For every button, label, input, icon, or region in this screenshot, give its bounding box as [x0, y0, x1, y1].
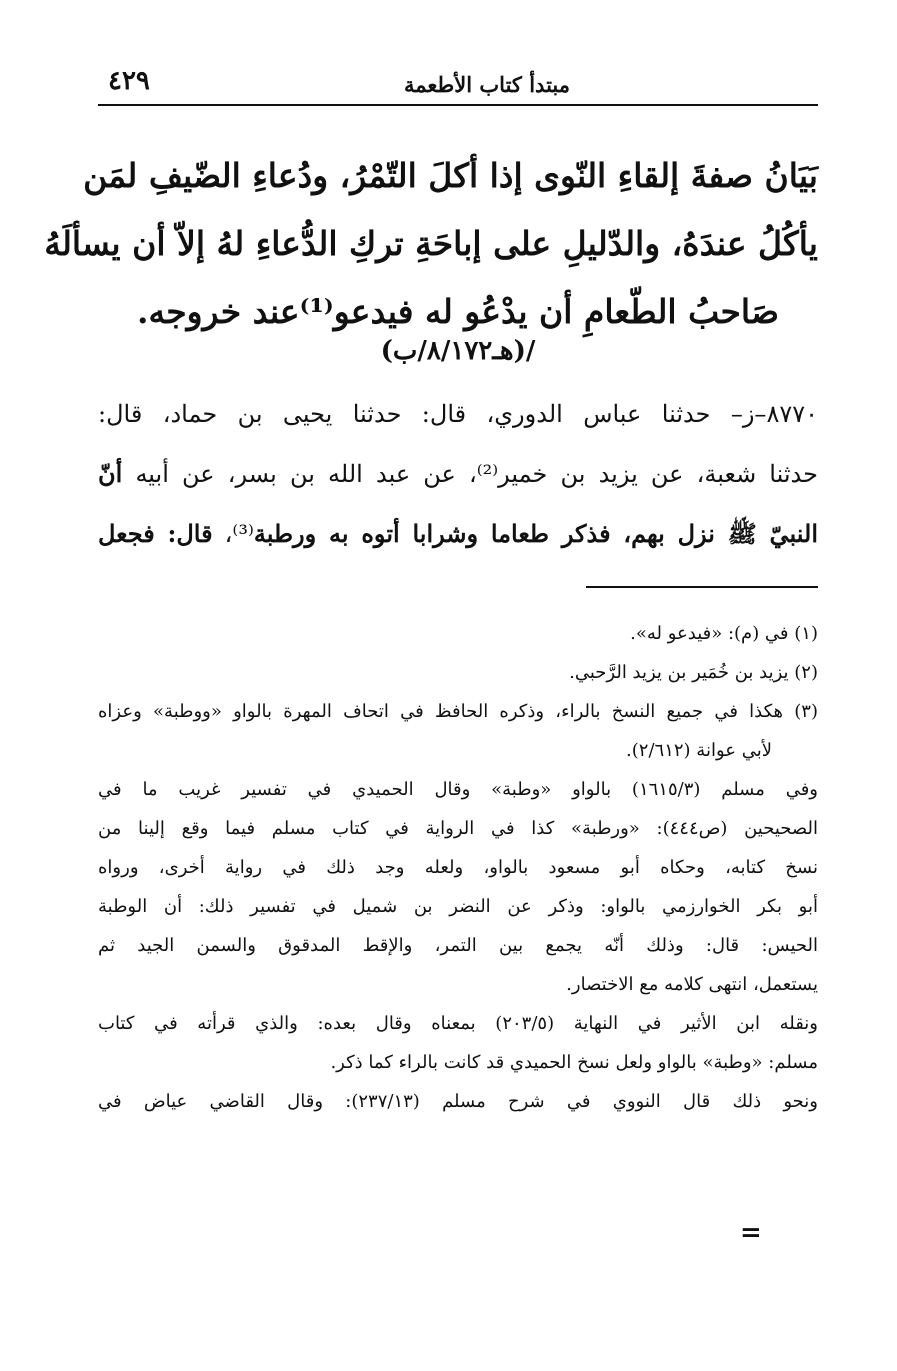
hadith-text — [98, 384, 818, 564]
page-header — [98, 68, 818, 106]
running-title: مبتدأ كتاب الأطعمة — [404, 72, 570, 97]
footnote-3-line-7: الحيس: قال: وذلك أنّه يجمع بين التمر، والإقط المدقوق والسمن الجيد ثم — [98, 935, 818, 956]
footnote-3-line-3: وفي مسلم (١٦١٥/٣) بالواو «وطبة» وقال الحميدي في تفسير غريب ما في — [98, 779, 819, 800]
footnote-3-line-2: لأبي عوانة (٢/٦١٢). — [626, 740, 772, 761]
page-number: ٤٢٩ — [108, 66, 150, 96]
footnote-3-line-11: ونحو ذلك قال النووي في شرح مسلم (٢٣٧/١٣): وقال القاضي عياض في — [98, 1091, 818, 1112]
heading-line-3: صَاحبُ الطّعامِ أن يدْعُو له فيدعو⁽¹⁾عند خروجه. — [137, 292, 779, 331]
heading-line-1: بَيَانُ صفةَ إلقاءِ النّوى إذا أكلَ التّمْرُ، ودُعاءِ الضّيفِ لمَن — [83, 156, 818, 195]
heading-line-2: يأكُلُ عندَهُ، والدّليلِ على إباحَةِ تركِ الدُّعاءِ لهُ إلاّ أن يسألَهُ — [44, 224, 818, 263]
hadith-line-3-bold-a: النبيّ ﷺ نزل بهم، فذكر طعاما وشرابا أتوه به ورطبة — [253, 519, 818, 548]
footnote-3-line-8: يستعمل، انتهى كلامه مع الاختصار. — [566, 974, 818, 995]
footnote-3-line-4: الصحيحين (ص٤٤٤): «ورطبة» كذا في الرواية في كتاب مسلم فيما وقع إلينا من — [98, 818, 819, 839]
footnote-3-line-6: أبو بكر الخوارزمي بالواو: وذكر عن النضر بن شميل في تفسير ذلك: أن الوطبة — [98, 896, 818, 917]
hadith-line-2-bold: أنّ — [98, 459, 123, 488]
footnote-ref-3: ⁽³⁾، — [212, 520, 254, 548]
hadith-line-1: ٨٧٧٠–ز– حدثنا عباس الدوري، قال: حدثنا يحيى بن حماد، قال: — [98, 400, 818, 428]
footnote-3-line-10: مسلم: «وطبة» بالواو ولعل نسخ الحميدي قد كانت بالراء كما ذكر. — [330, 1052, 818, 1073]
footnote-2: (٢) يزيد بن خُمَير بن يزيد الرَّحبي. — [569, 662, 818, 683]
hadith-line-3-bold-b: قال: فجعل — [98, 519, 213, 548]
continuation-mark: = — [740, 1218, 762, 1248]
hadith-line-2-text: حدثنا شعبة، عن يزيد بن خمير⁽²⁾، عن عبد الله بن بسر، عن أبيه — [135, 460, 818, 488]
footnote-separator — [586, 586, 818, 588]
hadith-line-2 — [98, 444, 818, 504]
footnote-3-line-1: (٣) هكذا في جميع النسخ بالراء، وذكره الحافظ في اتحاف المهرة بالواو «ووطبة» وعزاه — [98, 701, 818, 722]
footnote-1: (١) في (م): «فيدعو له». — [630, 623, 818, 644]
chapter-heading — [44, 142, 818, 346]
hadith-line-3 — [98, 504, 818, 564]
footnote-3-line-9: ونقله ابن الأثير في النهاية (٢٠٣/٥) بمعناه وقال بعده: والذي قرأته في كتاب — [98, 1013, 819, 1034]
footnote-3-line-5: نسخ كتابه، وحكاه أبو مسعود بالواو، ولعله وجد ذلك في رواية أخرى، ورواه — [98, 857, 818, 878]
footnotes — [98, 614, 818, 1121]
folio-reference: /(هـ٨/١٧٢/ب) — [380, 336, 536, 366]
